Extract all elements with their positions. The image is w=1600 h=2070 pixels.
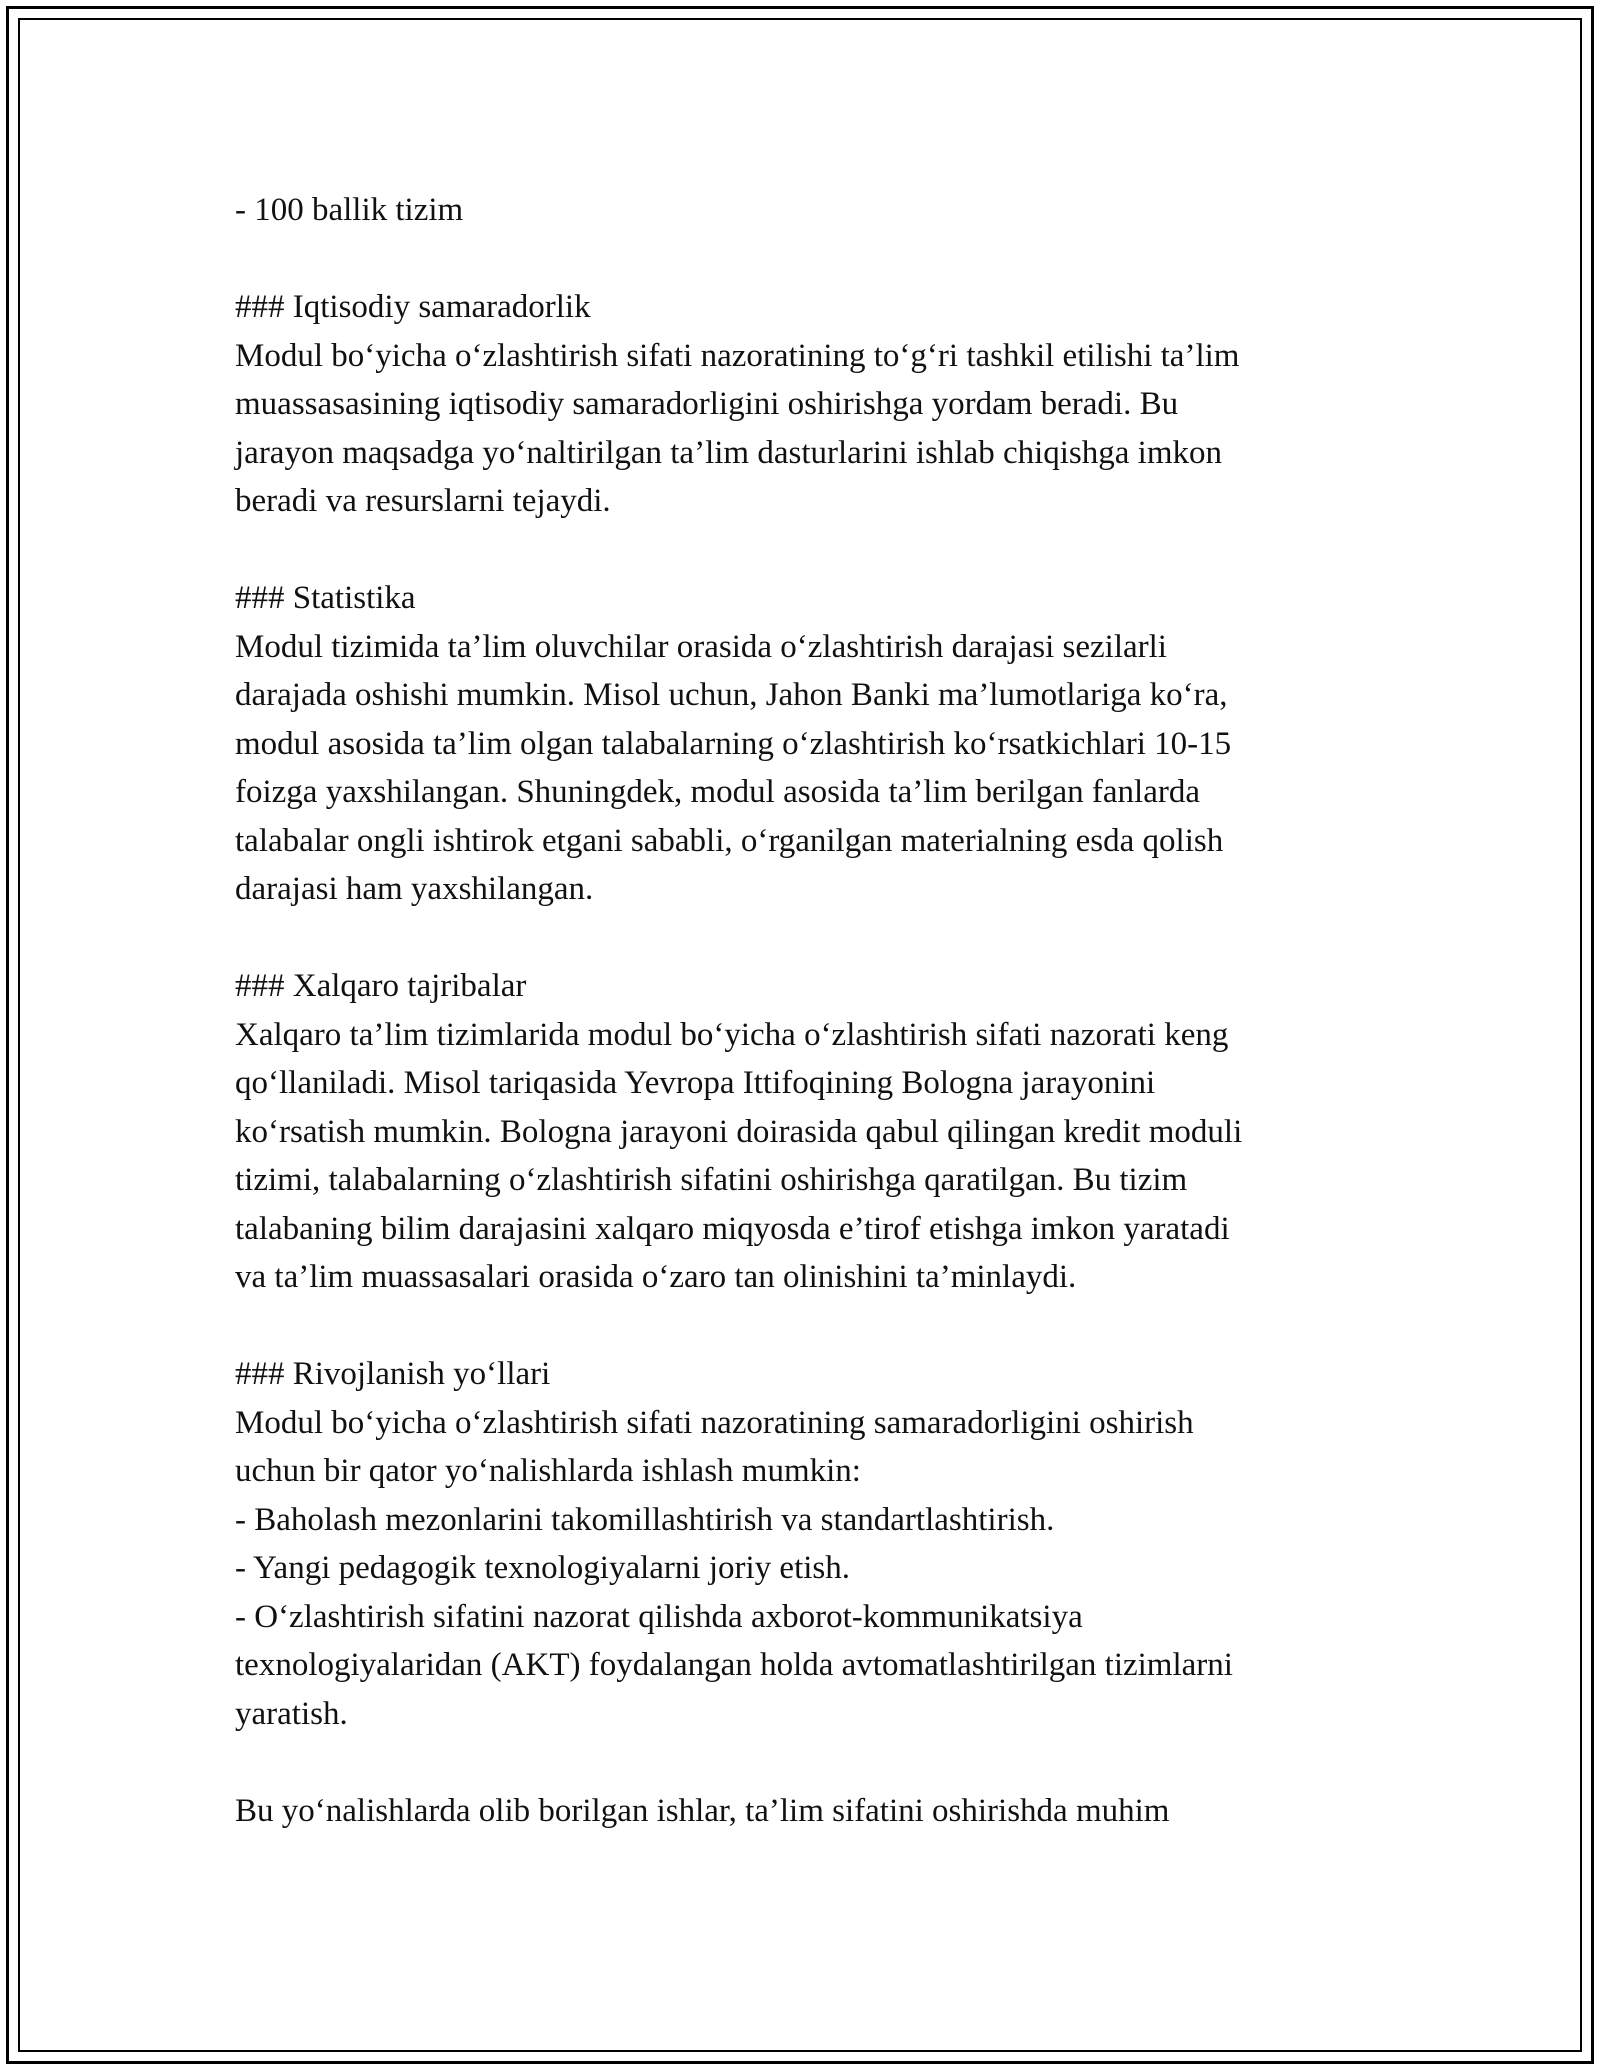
list-item: - Baholash mezonlarini takomillashtirish va standartlashtirish. [235,1501,1055,1538]
body-line: va ta’lim muassasalari orasida o‘zaro tan olinishini ta’minlaydi. [235,1259,1077,1295]
body-line: jarayon maqsadga yo‘naltirilgan ta’lim dasturlarini ishlab chiqishga imkon [235,434,1223,471]
body-line: texnologiyalaridan (AKT) foydalangan holda avtomatlashtirilgan tizimlarni [235,1647,1233,1683]
paragraph-gap [235,526,1385,575]
intro-list-item: - 100 ballik tizim [235,192,464,228]
body-line: tizimi, talabalarning o‘zlashtirish sifatini oshirishga qaratilgan. Bu tizim [235,1162,1188,1198]
list-item: - O‘zlashtirish sifatini nazorat qilishda axborot-kommunikatsiya [235,1598,1083,1635]
body-line: talabalar ongli ishtirok etgani sababli, o‘rganilgan materialning esda qolish [235,822,1224,859]
section-heading-development-paths: ### Rivojlanish yo‘llari [235,1356,551,1392]
body-line: Modul bo‘yicha o‘zlashtirish sifati nazoratining samaradorligini oshirish [235,1404,1194,1441]
body-line: uchun bir qator yo‘nalishlarda ishlash mumkin: [235,1453,861,1489]
body-line: yaratish. [235,1695,348,1732]
document-body [235,186,1385,1835]
section-heading-statistics: ### Statistika [235,580,416,616]
body-line: darajasi ham yaxshilangan. [235,871,594,907]
body-line: beradi va resurslarni tejaydi. [235,483,611,519]
body-line: Modul bo‘yicha o‘zlashtirish sifati nazoratining to‘g‘ri tashkil etilishi ta’lim [235,337,1240,374]
body-line: ko‘rsatish mumkin. Bologna jarayoni doirasida qabul qilingan kredit moduli [235,1113,1243,1150]
paragraph-gap [235,1738,1385,1787]
body-line: modul asosida ta’lim olgan talabalarning o‘zlashtirish ko‘rsatkichlari 10-15 [235,725,1232,762]
body-line: qo‘llaniladi. Misol tariqasida Yevropa Ittifoqining Bologna jarayonini [235,1065,1156,1101]
body-line: Modul tizimida ta’lim oluvchilar orasida o‘zlashtirish darajasi sezilarli [235,628,1167,665]
paragraph-gap [235,914,1385,963]
body-line: darajada oshishi mumkin. Misol uchun, Jahon Banki ma’lumotlariga ko‘ra, [235,677,1228,713]
paragraph-gap [235,235,1385,284]
paragraph-gap [235,1302,1385,1351]
section-heading-international-experience: ### Xalqaro tajribalar [235,968,527,1004]
body-line: talabaning bilim darajasini xalqaro miqyosda e’tirof etishga imkon yaratadi [235,1210,1230,1247]
body-line: Xalqaro ta’lim tizimlarida modul bo‘yicha o‘zlashtirish sifati nazorati keng [235,1016,1229,1053]
list-item: - Yangi pedagogik texnologiyalarni joriy etish. [235,1550,850,1586]
closing-line: Bu yo‘nalishlarda olib borilgan ishlar, ta’lim sifatini oshirishda muhim [235,1792,1170,1829]
body-line: muassasasining iqtisodiy samaradorligini oshirishga yordam beradi. Bu [235,386,1179,422]
section-heading-economic-efficiency: ### Iqtisodiy samaradorlik [235,289,591,325]
body-line: foizga yaxshilangan. Shuningdek, modul asosida ta’lim berilgan fanlarda [235,774,1200,810]
